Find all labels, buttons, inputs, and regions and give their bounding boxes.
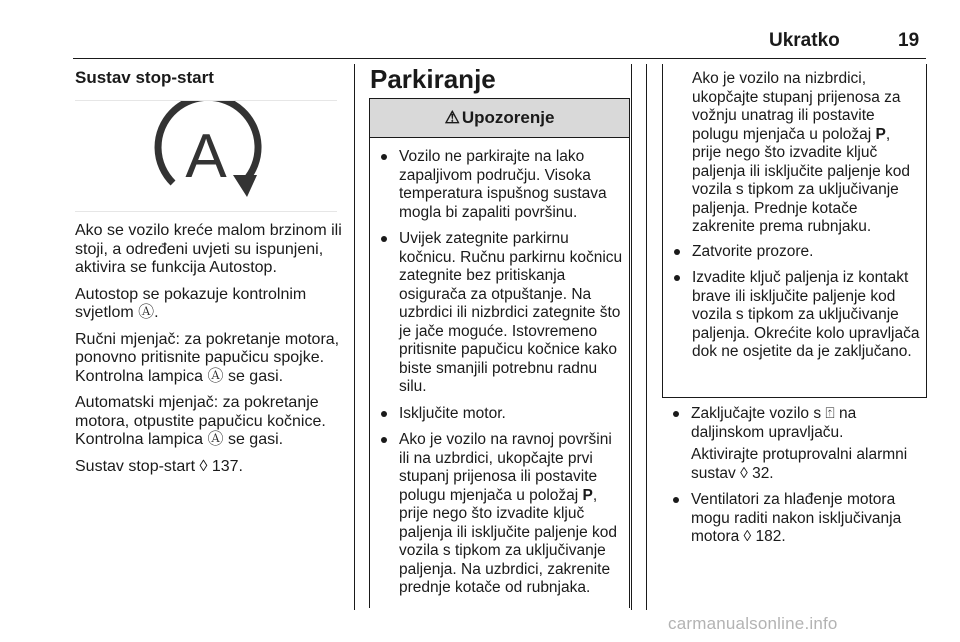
- page-number: 19: [898, 30, 920, 51]
- warning-item: Uvijek zategnite parkirnu kočnicu. Ručnu parkirnu kočnicu zategnite bez pritiskanja osigurača za otpuštanje. Na uzbrdici ili nizbrdici zategnite što je jače moguće. Istovremeno pritisnite papučicu kočnice kako biste smanjili potrebnu radnu silu.: [378, 230, 623, 397]
- header-rule: [73, 58, 926, 59]
- paragraph: Ako se vozilo kreće malom brzinom ili stoji, a određeni uvjeti su ispunjeni, aktivira se funkcija Autostop.: [75, 222, 342, 276]
- warning-paragraph: Ako je vozilo na nizbrdici, ukopčajte stupanj prijenosa za vožnju unatrag ili postavite polugu mjenjača u položaj P, prije nego što izvadite ključ paljenja ili isključite paljenje kod vozila s tipkom za uključivanje paljenja. Prednje kotače zakrenite prema rubnjaku.: [692, 70, 910, 235]
- column-divider: [631, 64, 632, 610]
- warning-box-continued: [662, 64, 927, 398]
- section-title: Parkiranje: [370, 64, 496, 94]
- cross-reference: Sustav stop-start ◊ 137.: [75, 457, 243, 475]
- warning-title: Upozorenje: [461, 108, 555, 127]
- warning-box: [369, 98, 630, 608]
- autostop-symbol-panel: [75, 100, 337, 212]
- autostop-a-circle-arrow-icon: [75, 101, 337, 211]
- column-divider: [354, 64, 355, 610]
- warning-item: Isključite motor.: [378, 405, 623, 424]
- warning-item: Vozilo ne parkirajte na lako zapaljivom području. Visoka temperatura ispušnog sustava mogla bi zapaliti površinu.: [378, 148, 623, 222]
- list-sub-paragraph: Aktivirajte protuprovalni alarmni sustav ◊ 32.: [691, 446, 908, 482]
- right-list: [670, 405, 926, 555]
- header-title: Ukratko: [769, 30, 840, 51]
- svg-text:A: A: [185, 122, 227, 191]
- list-item: Ventilatori za hlađenje motora mogu raditi nakon isključivanja motora ◊ 182.: [670, 491, 926, 547]
- warning-item: Ako je vozilo na ravnoj površini ili na uzbrdici, ukopčajte prvi stupanj prijenosa ili postavite polugu mjenjača u položaj P, prije nego što izvadite ključ paljenja ili isključite paljenje kod vozila s tipkom za uključivanje paljenja. Na uzbrdici, zakrenite prednje kotače od rubnjaka.: [378, 431, 623, 598]
- paragraph: Automatski mjenjač: za pokretanje motora, otpustite papučicu kočnice. Kontrolna lampica Ⓐ se gasi.: [75, 394, 326, 448]
- list-item: [670, 405, 926, 483]
- warning-item: Izvadite ključ paljenja iz kontakt brave ili isključite paljenje kod vozila s tipkom za uključivanje paljenja. Okrećite kolo upravljača dok ne osjetite da je zaključano.: [671, 269, 920, 362]
- warning-item: Zatvorite prozore.: [671, 243, 920, 262]
- paragraph: Ručni mjenjač: za pokretanje motora, ponovno pritisnite papučicu spojke. Kontrolna lampica Ⓐ se gasi.: [75, 330, 340, 385]
- section-title: Sustav stop-start: [75, 68, 214, 87]
- warning-triangle-icon: ⚠: [444, 108, 460, 127]
- column-divider: [646, 64, 647, 610]
- left-column: [75, 68, 343, 484]
- warning-header: [370, 99, 629, 138]
- list-item-text: Zaključajte vozilo s ⍐ na daljinskom upravljaču.: [691, 405, 857, 441]
- watermark: carmanualsonline.info: [668, 614, 838, 633]
- paragraph: Autostop se pokazuje kontrolnim svjetlom Ⓐ.: [75, 285, 307, 321]
